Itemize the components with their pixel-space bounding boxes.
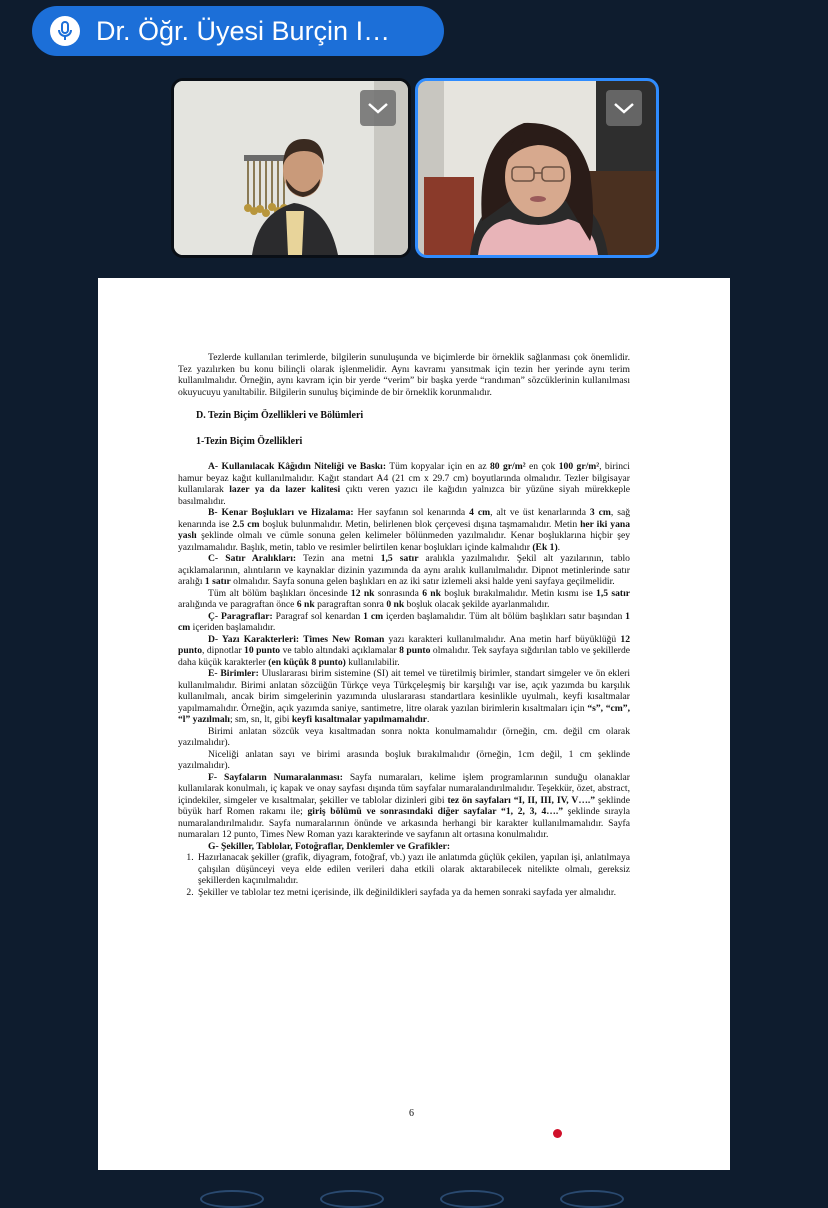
speaker-name: Dr. Öğr. Üyesi Burçin I… — [96, 15, 391, 46]
bottom-control-partial[interactable] — [320, 1190, 384, 1208]
section-heading-d: D. Tezin Biçim Özellikleri ve Bölümleri — [196, 410, 364, 421]
paragraph-a: A- Kullanılacak Kâğıdın Niteliği ve Baskı: Tüm kopyalar için en az 80 gr/m² en çok 100 gr/m², birinci hamur beyaz kağıt kullanılmalıdır. Kağıt standart A4 (21 cm x 29.7 cm) boyutlarında olmalıdır. Tezler bilgisayar kullanılarak lazer ya da lazer kalitesi çıktı veren yazıcı ile kağıdın yalnızca bir yüzüne siyah mürekkeple basılmalıdır. — [178, 461, 631, 507]
intro-paragraph: Tezlerde kullanılan terimlerde, bilgilerin sunuluşunda ve biçimlerde bir örneklik sağlanması çok önemlidir. Tez yazılırken bu konu bilinçli olarak işlenmelidir. Aynı kavramı yansıtmak için tezin her yerinde aynı terim kullanılmalıdır. Örneğin, aynı kavram için bir yerde “verim” bir başka yerde “randıman” sözcüklerinin kullanılması okuyucuyu yanıltabilir. Bilgilerin sunuluş biçiminde de bir örneklik korunmalıdır. — [178, 352, 630, 398]
paragraph-f: F- Sayfaların Numaralanması: Sayfa numaraları, kelime işlem programlarının sunduğu olanaklar kullanılarak konulmalı, iç kapak ve onay sayfası dışında tüm sayfalar numaralandırılmalıdır. Teşekkür, özet, abstract, içindekiler, simgeler ve kısaltmalar, şekiller ve tablolar dizinleri gibi tez ön sayfaları “I, II, III, IV, V….” şeklinde büyük harf Romen rakamı ile; giriş bölümü ve sonrasındaki diğer sayfalar “1, 2, 3, 4….” şeklinde sırayla numaralandırılmalıdır. Sayfa numaralarının önünde ve arkasında herhangi bir karakter kullanılmamalıdır. Sayfa numaraları 12 punto, Times New Roman yazı karakterinde ve sayfanın alt ortasına konulmalıdır. — [178, 771, 630, 840]
paragraph-e: E- Birimler: Uluslararası birim sistemine (SI) ait temel ve türetilmiş birimler, standart simgeler ve ön ekleri kullanılmalıdır. Birimi anlatan sözcüğün Türkçe veya Türkçeleşmiş bir karşılığı var ise, açık yazımda bu karşılık kullanılmalı, ancak birim simgelerinin yazımında uluslararası standartlara kesinlikle uyulmalı, keyfi kısaltmalar yapılmamalıdır. Örneğin, açık yazımda saniye, santimetre, litre olarak yazılan birimlerin kısaltmaları için “s”, “cm”, “l” yazılmalı; sm, sn, lt, gibi keyfi kısaltmalar yapılmamalıdır. — [178, 668, 630, 725]
paragraph-c: C- Satır Aralıkları: Tezin ana metni 1,5 satır aralıkla yazılmalıdır. Şekil alt yazılarının, tablo açıklamalarının, alıntıların ve kaynaklar dizinin yazımında da aynı aralık kullanılmalıdır. Dipnot metinlerinde satır aralığı 1 satır olmalıdır. Sayfa sonuna gelen başlıkları en az iki satır izlemeli aksi halde yeni sayfaya geçilmelidir. — [178, 553, 630, 587]
active-speaker-pill[interactable] — [32, 6, 444, 56]
paragraph-cc: Ç- Paragraflar: Paragraf sol kenardan 1 cm içerden başlamalıdır. Tüm alt bölüm başlıkları satır başından 1 cm içeriden başlamalıdır. — [178, 610, 630, 633]
chevron-down-icon[interactable] — [360, 90, 396, 126]
paragraph-b: B- Kenar Boşlukları ve Hizalama: Her sayfanın sol kenarında 4 cm, alt ve üst kenarlarında 3 cm, sağ kenarında ise 2.5 cm boşluk bulunmalıdır. Metin, belirlenen blok çerçevesi dışına taşmamalıdır. Metin her iki yana yaslı şeklinde olmalı ve cümle sonuna gelen kelimeler bölünmeden yazılmalıdır. Kenar boşluklarına hiçbir şey yazılmamalıdır. Başlık, metin, tablo ve resimler belirtilen kenar boşlukları içinde kalmalıdır (Ek 1). — [178, 507, 631, 553]
list-item: 1. Hazırlanacak şekiller (grafik, diyagram, fotoğraf, vb.) yazı ile anlatımda güçlük çekilen, yapılan işi, anlatılmaya çalışılan düşünceyi veya elde edilen verileri daha etkili olarak aktarabilecek nitelikte olmalı, gereksiz şekillerden kaçınılmalıdır. — [196, 852, 630, 887]
bottom-control-partial[interactable] — [200, 1190, 264, 1208]
list-item: 2. Şekiller ve tablolar tez metni içerisinde, ilk değinildikleri sayfada ya da hemen sonraki sayfada yer almalıdır. — [196, 887, 630, 899]
chevron-down-icon[interactable] — [606, 90, 642, 126]
section-heading-1: 1-Tezin Biçim Özellikleri — [196, 435, 303, 447]
paragraph-d: D- Yazı Karakterleri: Times New Roman yazı karakteri kullanılmalıdır. Ana metin harf büyüklüğü 12 punto, dipnotlar 10 punto ve tablo altındaki açıklamalar 8 punto olmalıdır. Tek sayfaya sığdırılan tablo ve şekillerde daha küçük karakterler (en küçük 8 punto) kullanılabilir. — [178, 633, 631, 668]
bottom-control-partial[interactable] — [560, 1190, 624, 1208]
paragraph-g: G- Şekiller, Tablolar, Fotoğraflar, Denklemler ve Grafikler: — [208, 840, 451, 852]
paragraph-e-2: Birimi anlatan sözcük veya kısaltmadan sonra nokta konulmamalıdır (örneğin, cm. değil cm olarak yazılmalıdır). — [178, 725, 630, 748]
paragraph-e-3: Niceliği anlatan sayı ve birimi arasında boşluk bırakılmalıdır (örneğin, 1cm değil, 1 cm şeklinde yazılmalıdır). — [178, 748, 630, 771]
bottom-control-partial[interactable] — [440, 1190, 504, 1208]
document-body — [178, 352, 630, 898]
microphone-icon — [50, 16, 80, 46]
participant-video-tile-2[interactable] — [415, 78, 659, 258]
participant-video-tile-1[interactable] — [171, 78, 411, 258]
shared-document-page — [98, 278, 730, 1170]
page-number: 6 — [409, 1108, 414, 1119]
laser-pointer-dot — [553, 1129, 562, 1138]
paragraph-c-2: Tüm alt bölüm başlıkları öncesinde 12 nk sonrasında 6 nk boşluk bırakılmalıdır. Metin kısmı ise 1,5 satır aralığında ve paragraftan önce 6 nk paragraftan sonra 0 nk boşluk olacak şekilde ayarlanmalıdır. — [178, 587, 630, 610]
g-list — [178, 852, 630, 898]
